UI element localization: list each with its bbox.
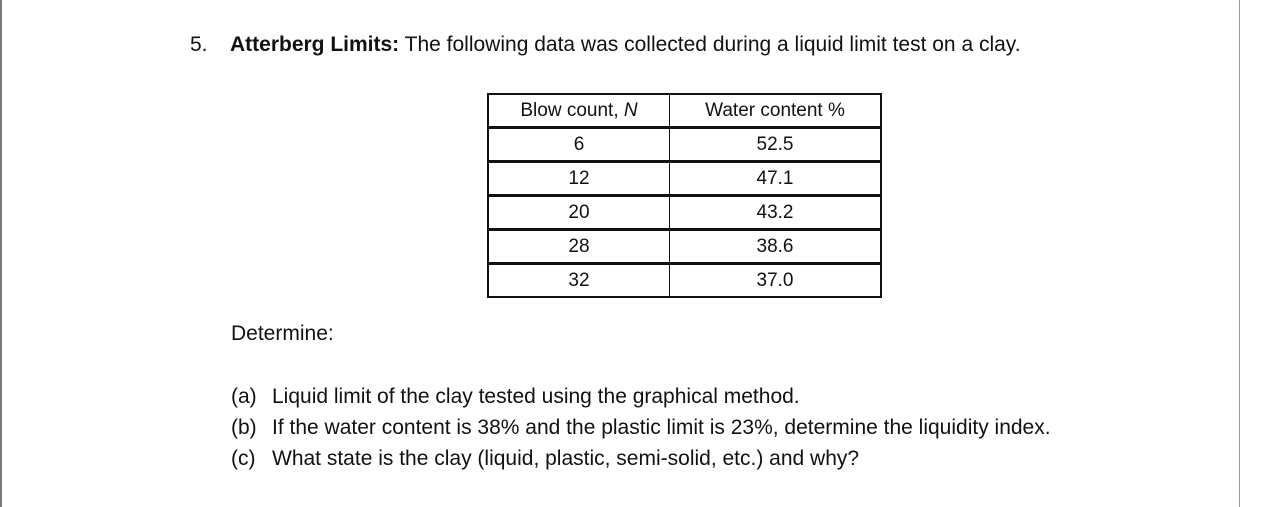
blow-count-cell: 32: [487, 264, 670, 298]
question-text: The following data was collected during a liquid limit test on a clay.: [399, 33, 1021, 56]
question-part-a: [231, 383, 1051, 414]
part-text: Liquid limit of the clay tested using the graphical method.: [272, 385, 800, 408]
table-row: [487, 128, 882, 162]
blow-count-variable: N: [623, 99, 638, 121]
left-page-border: [0, 0, 2, 507]
water-content-cell: 37.0: [670, 264, 882, 298]
determine-label: Determine:: [231, 322, 334, 345]
table-row: [487, 162, 882, 196]
blow-count-cell: 28: [487, 230, 670, 264]
part-text: If the water content is 38% and the plastic limit is 23%, determine the liquidity index.: [272, 416, 1051, 439]
table-row: [487, 264, 882, 298]
water-content-cell: 38.6: [670, 230, 882, 264]
question-part-b: [231, 414, 1051, 445]
column-header-water-content: Water content %: [670, 93, 882, 128]
blow-count-cell: 20: [487, 196, 670, 230]
question-statement: [190, 33, 1021, 57]
column-header-blow-count: [487, 93, 670, 128]
table-header-row: [487, 93, 882, 128]
blow-count-cell: 6: [487, 128, 670, 162]
question-heading: Atterberg Limits:: [230, 33, 400, 56]
table-row: [487, 230, 882, 264]
liquid-limit-data-table: [487, 93, 882, 298]
part-tag: (a): [231, 385, 257, 408]
part-text: What state is the clay (liquid, plastic, semi-solid, etc.) and why?: [272, 447, 860, 470]
part-tag: (c): [231, 447, 256, 470]
water-content-cell: 47.1: [670, 162, 882, 196]
water-content-cell: 52.5: [670, 128, 882, 162]
table-row: [487, 196, 882, 230]
question-parts-list: [231, 383, 1051, 476]
right-page-border: [1239, 0, 1240, 507]
question-number: 5.: [190, 33, 208, 56]
question-part-c: [231, 445, 1051, 476]
water-content-cell: 43.2: [670, 196, 882, 230]
blow-count-header-text: Blow count,: [520, 99, 624, 121]
part-tag: (b): [231, 416, 257, 439]
blow-count-cell: 12: [487, 162, 670, 196]
